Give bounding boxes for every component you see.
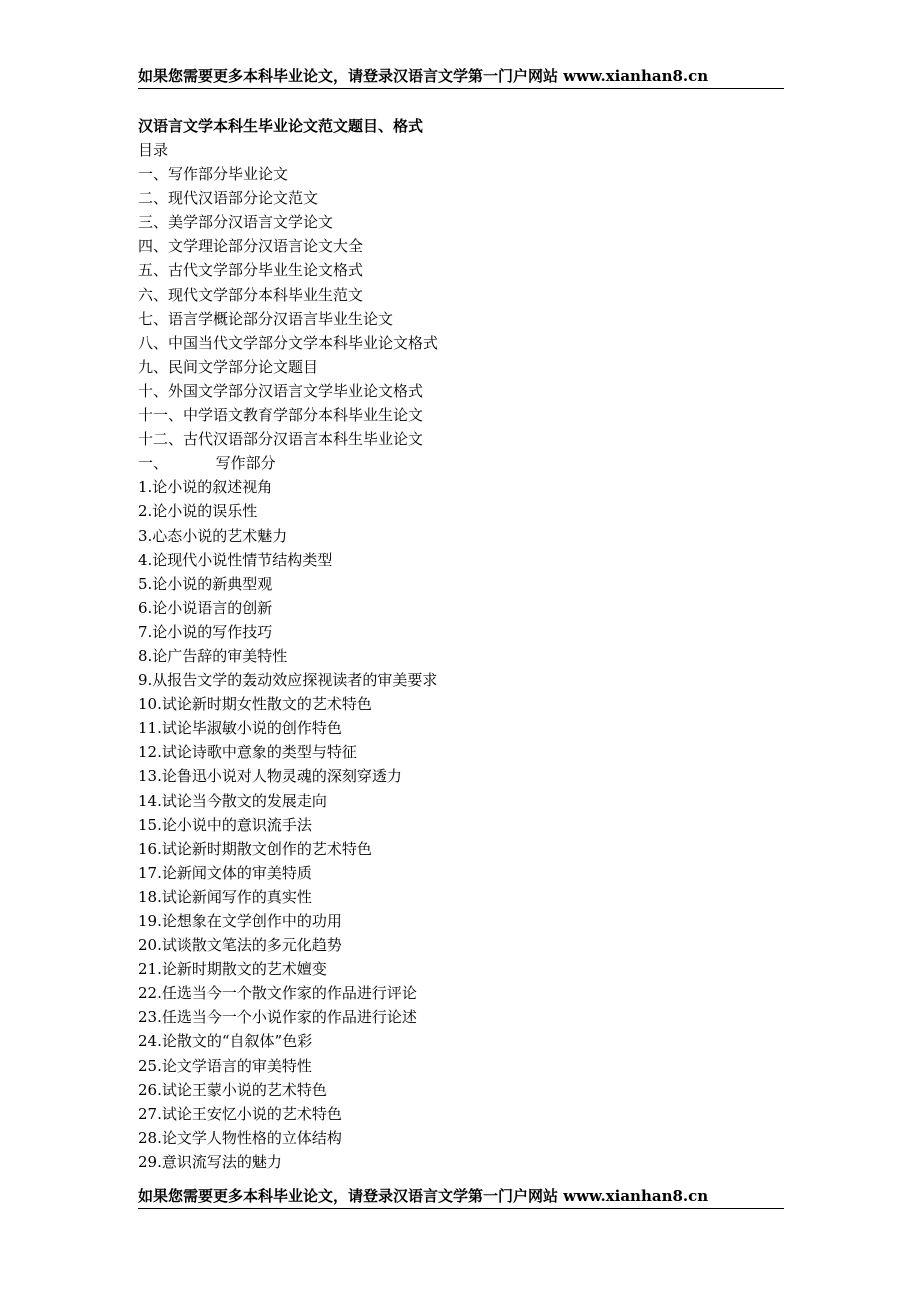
topic-item: 15.论小说中的意识流手法 — [138, 815, 312, 834]
topic-item: 13.论鲁迅小说对人物灵魂的深刻穿透力 — [138, 767, 402, 786]
topic-item: 11.试论毕淑敏小说的创作特色 — [138, 719, 342, 738]
document-body — [138, 138, 438, 1174]
toc-item: 二、现代汉语部分论文范文 — [138, 189, 319, 208]
topic-item: 27.试论王安忆小说的艺术特色 — [138, 1104, 342, 1123]
toc-item: 十、外国文学部分汉语言文学毕业论文格式 — [138, 381, 424, 400]
topic-item: 8.论广告辞的审美特性 — [138, 646, 288, 665]
topic-item: 7.论小说的写作技巧 — [138, 622, 273, 641]
toc-item: 七、语言学概论部分汉语言毕业生论文 — [138, 309, 394, 328]
topic-item: 23.任选当今一个小说作家的作品进行论述 — [138, 1008, 417, 1027]
section-heading: 一、 写作部分 — [138, 454, 276, 473]
topic-item: 24.论散文的“自叙体”色彩 — [138, 1032, 313, 1051]
toc-item: 八、中国当代文学部分文学本科毕业论文格式 — [138, 333, 439, 352]
topic-item: 12.试论诗歌中意象的类型与特征 — [138, 743, 357, 762]
page-header: 如果您需要更多本科毕业论文，请登录汉语言文学第一门户网站 www.xianhan8.cn — [138, 66, 784, 89]
topic-item: 5.论小说的新典型观 — [138, 574, 273, 593]
toc-item: 四、文学理论部分汉语言论文大全 — [138, 237, 364, 256]
toc-item: 五、古代文学部分毕业生论文格式 — [138, 261, 364, 280]
topic-item: 2.论小说的误乐性 — [138, 502, 258, 521]
topic-item: 19.论想象在文学创作中的功用 — [138, 912, 342, 930]
toc-label: 目录 — [138, 141, 169, 159]
toc-item: 九、民间文学部分论文题目 — [138, 357, 319, 376]
topic-item: 16.试论新时期散文创作的艺术特色 — [138, 839, 372, 858]
topic-item: 4.论现代小说性情节结构类型 — [138, 550, 333, 569]
topic-item: 22.任选当今一个散文作家的作品进行评论 — [138, 984, 417, 1003]
topic-item: 6.论小说语言的创新 — [138, 598, 273, 617]
toc-item: 一、写作部分毕业论文 — [138, 165, 289, 184]
topic-item: 14.试论当今散文的发展走向 — [138, 791, 327, 810]
topic-item: 29.意识流写法的魅力 — [138, 1152, 282, 1171]
topic-item: 17.论新闻文体的审美特质 — [138, 863, 312, 882]
toc-item: 十一、中学语文教育学部分本科毕业生论文 — [138, 406, 424, 425]
topic-item: 18.试论新闻写作的真实性 — [138, 887, 312, 906]
topic-item: 21.论新时期散文的艺术嬗变 — [138, 960, 327, 979]
topic-item: 28.论文学人物性格的立体结构 — [138, 1128, 342, 1147]
topic-item: 26.试论王蒙小说的艺术特色 — [138, 1080, 327, 1099]
toc-item: 十二、古代汉语部分汉语言本科生毕业论文 — [138, 430, 424, 449]
toc-item: 三、美学部分汉语言文学论文 — [138, 213, 334, 232]
toc-item: 六、现代文学部分本科毕业生范文 — [138, 285, 364, 304]
topic-item: 9.从报告文学的轰动效应探视读者的审美要求 — [138, 671, 438, 690]
topic-item: 3.心态小说的艺术魅力 — [138, 526, 288, 545]
document-page — [138, 0, 784, 1302]
topic-item: 25.论文学语言的审美特性 — [138, 1056, 312, 1075]
document-title: 汉语言文学本科生毕业论文范文题目、格式 — [138, 117, 424, 135]
topic-item: 1.论小说的叙述视角 — [138, 478, 273, 497]
page-footer: 如果您需要更多本科毕业论文，请登录汉语言文学第一门户网站 www.xianhan8.cn — [138, 1186, 784, 1209]
topic-item: 20.试谈散文笔法的多元化趋势 — [138, 936, 342, 955]
topic-item: 10.试论新时期女性散文的艺术特色 — [138, 695, 372, 714]
